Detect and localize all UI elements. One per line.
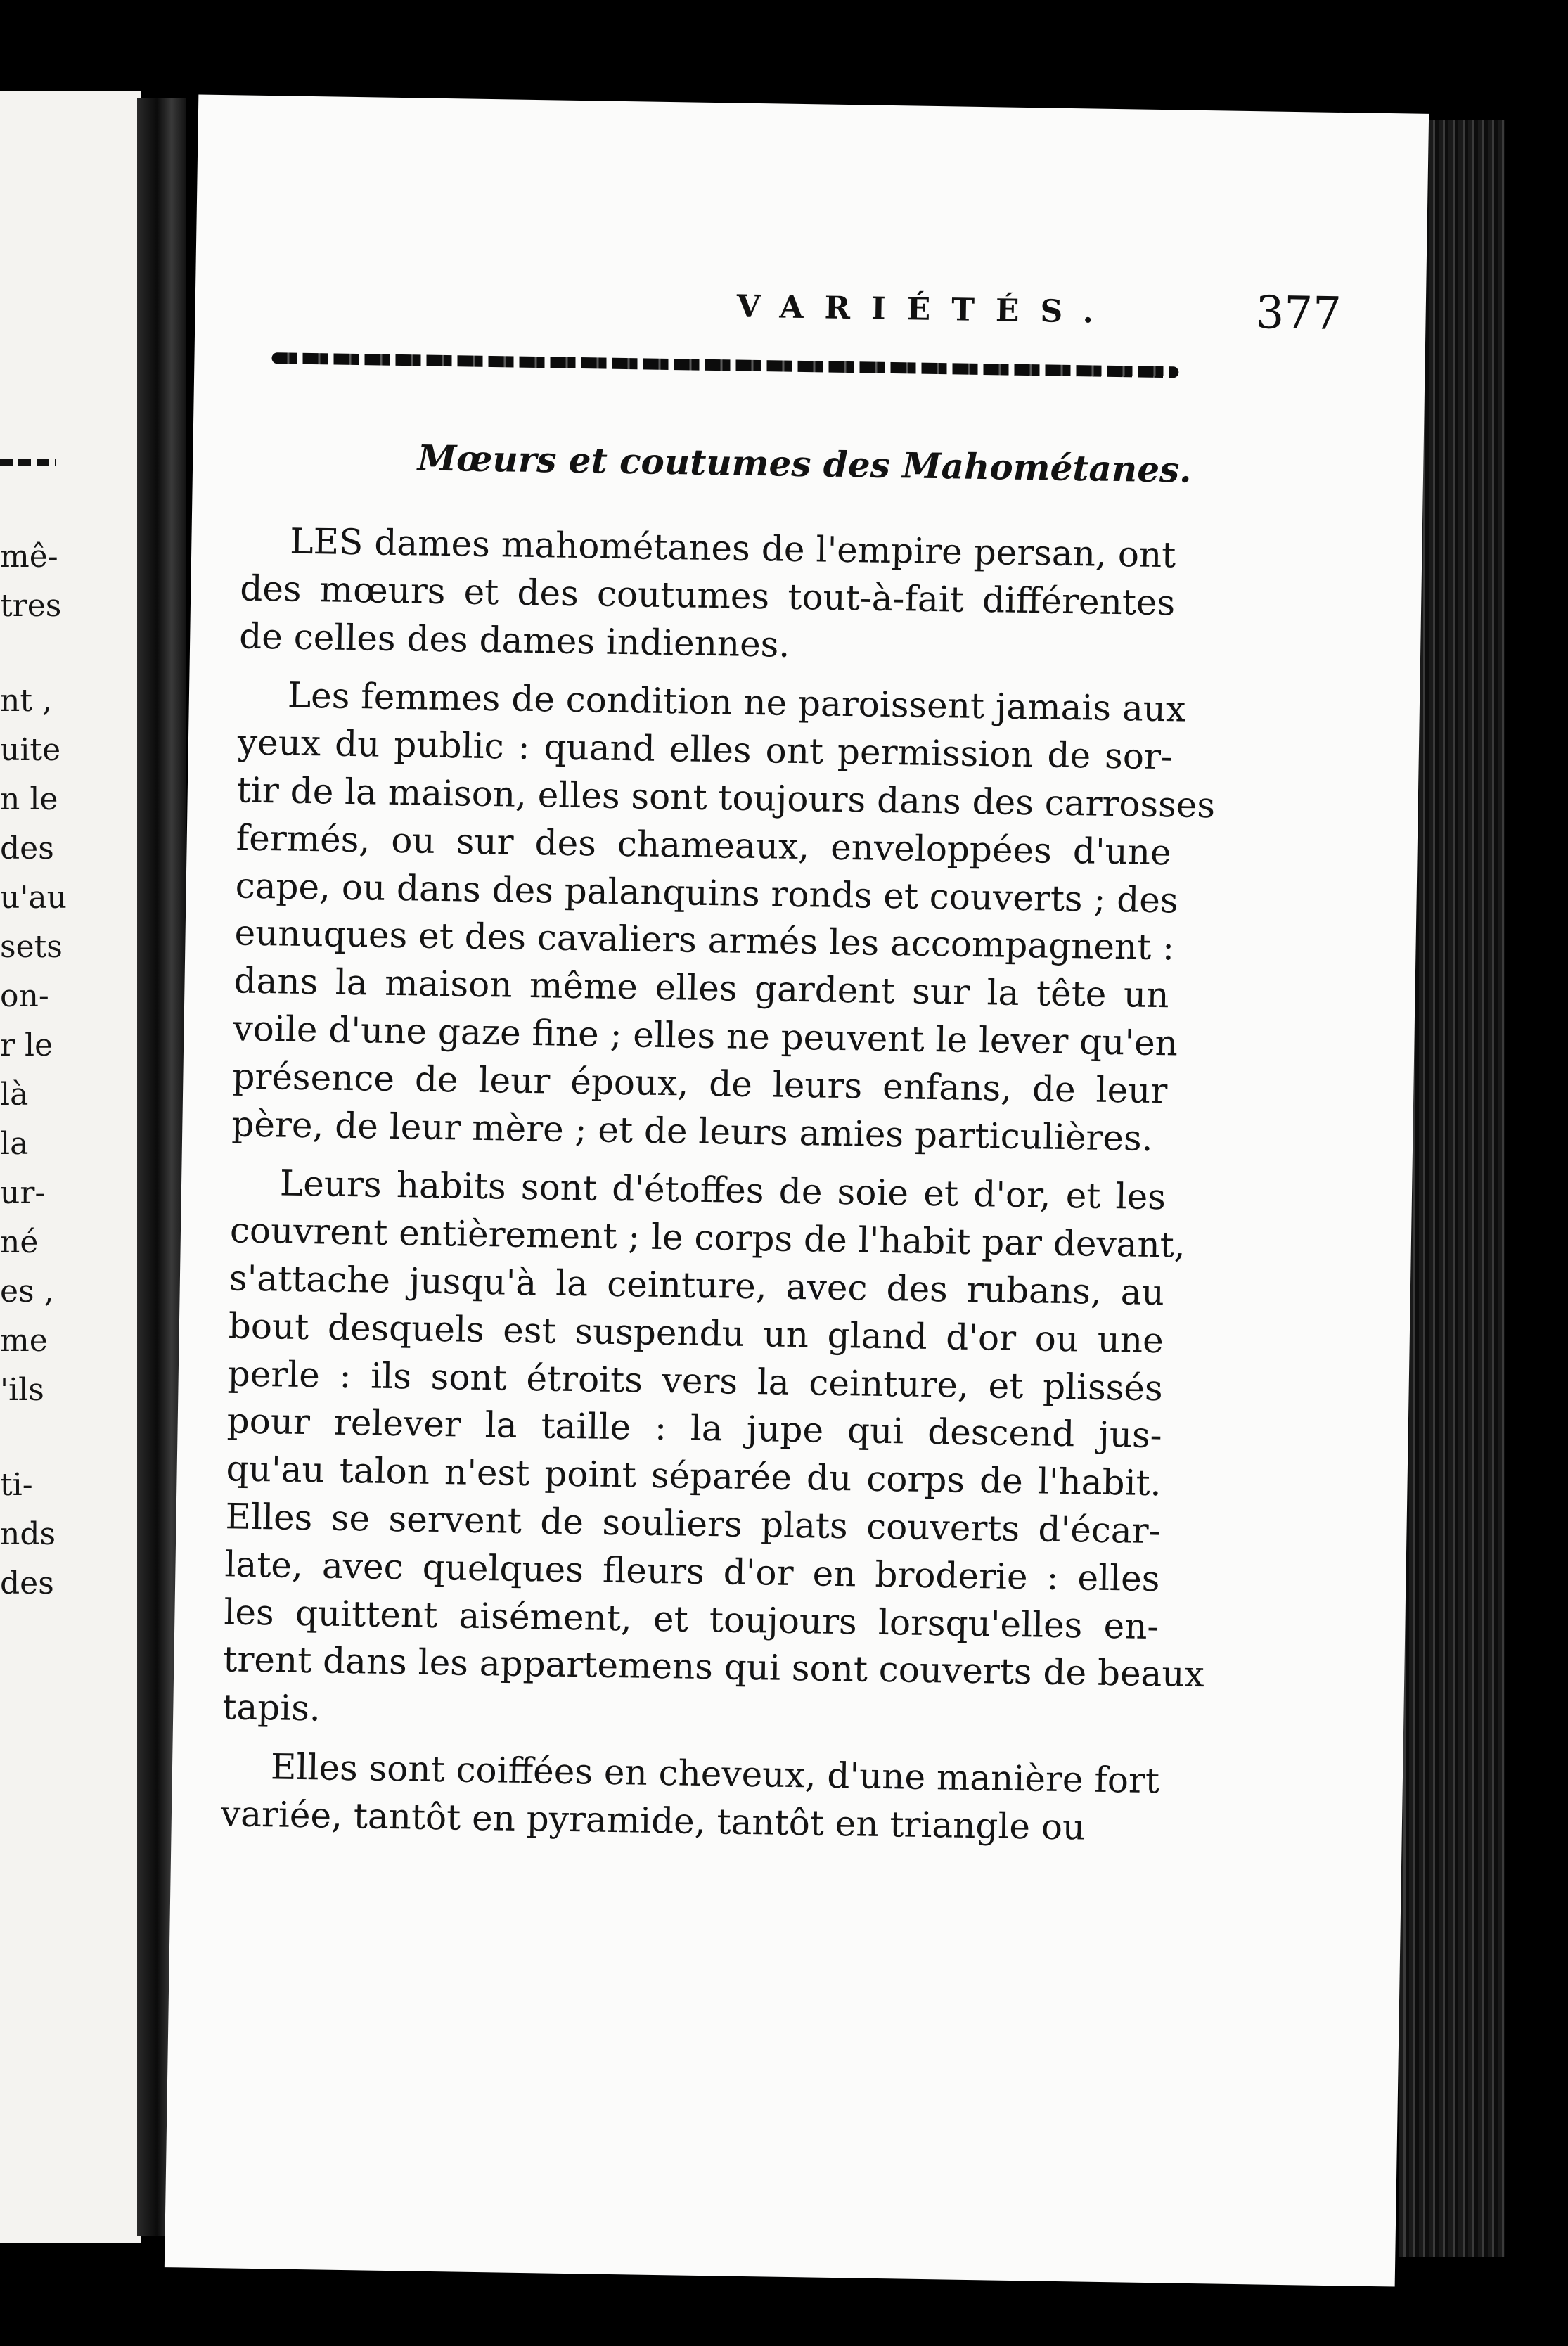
running-head [371, 273, 1356, 352]
left-page-fragment: sets [0, 929, 63, 965]
text-line: Elles sont coiffées en cheveux, d'une manière fort [270, 1746, 1160, 1802]
left-page-fragment: des [0, 1565, 54, 1601]
left-page-fragment: nt , [0, 683, 52, 719]
text-line: présence de leur époux, de leurs enfans, de leur [232, 1056, 1168, 1112]
left-page-fragment: es , [0, 1274, 54, 1309]
left-page-fragment: u'au [0, 880, 68, 916]
text-line: eunuques et des cavaliers armés les accompagnent : [234, 912, 1175, 968]
text-line: dans la maison même elles gardent sur la tête un [233, 960, 1169, 1016]
text-line: des mœurs et des coutumes tout-à-fait différentes [239, 568, 1176, 624]
left-page-fragment: on- [0, 978, 49, 1014]
paragraph [239, 517, 1176, 674]
left-page-fragment: uite [0, 732, 61, 768]
left-page-fragment: nds [0, 1516, 56, 1552]
left-page-rule [0, 459, 56, 466]
text-line: trent dans les appartemens qui sont couverts de beaux [222, 1639, 1205, 1696]
text-line: yeux du public : quand elles ont permission de sor- [237, 722, 1174, 778]
left-page-fragment: 'ils [0, 1372, 44, 1408]
text-line: LES dames mahométanes de l'empire persan, ont [289, 520, 1176, 576]
paragraph [220, 1743, 1160, 1852]
left-page-fragment: ti- [0, 1467, 33, 1503]
left-page-fragment: me [0, 1323, 48, 1359]
text-line: voile d'une gaze fine ; elles ne peuvent le lever qu'en [233, 1008, 1178, 1064]
text-line: late, avec quelques fleurs d'or en broderie : elles [224, 1544, 1160, 1599]
text-line: de celles des dames indiennes. [238, 615, 790, 665]
paragraph [221, 1160, 1205, 1746]
text-line: cape, ou dans des palanquins ronds et couverts ; des [235, 864, 1178, 921]
article-body [220, 517, 1216, 1852]
text-line: variée, tantôt en pyramide, tantôt en triangle ou [220, 1793, 1086, 1848]
left-page-fragment: la [0, 1126, 29, 1162]
text-line: pour relever la taille : la jupe qui descend jus- [226, 1400, 1163, 1456]
text-line: tir de la maison, elles sont toujours dans des carrosses [236, 769, 1216, 826]
article-title: Mœurs et coutumes des Mahométanes. [417, 437, 1193, 491]
left-page-fragment: des [0, 831, 54, 866]
left-page-fragment: là [0, 1077, 29, 1113]
paragraph [231, 672, 1216, 1163]
text-line: perle : ils sont étroits vers la ceinture, et plissés [227, 1352, 1164, 1409]
left-page-fragment: n le [0, 781, 58, 817]
running-title: VARIÉTÉS. [736, 288, 1115, 331]
left-page-fragment: r le [0, 1027, 53, 1063]
book-page [165, 94, 1429, 2286]
text-line: les quittent aisément, et toujours lorsqu'elles en- [224, 1591, 1159, 1647]
ornamental-rule [271, 352, 1178, 378]
text-line: bout desquels est suspendu un gland d'or ou une [228, 1305, 1164, 1361]
page-number: 377 [1254, 287, 1342, 341]
text-line: qu'au talon n'est point séparée du corps de l'habit. [226, 1448, 1162, 1504]
text-line: couvrent entièrement ; le corps de l'habit par devant, [229, 1210, 1186, 1266]
left-page-fragment: né [0, 1224, 39, 1260]
left-page-fragment: mê- [0, 539, 58, 575]
text-line: s'attache jusqu'à la ceinture, avec des rubans, au [229, 1257, 1165, 1314]
left-page-fragment: tres [0, 588, 62, 624]
text-line: père, de leur mère ; et de leurs amies particulières. [231, 1103, 1154, 1159]
text-line: fermés, ou sur des chameaux, enveloppées d'une [236, 817, 1172, 873]
text-line: tapis. [221, 1686, 321, 1729]
text-line: Les femmes de condition ne paroissent jamais aux [287, 674, 1186, 730]
left-facing-page [0, 91, 141, 2243]
text-line: Leurs habits sont d'étoffes de soie et d'or, et les [279, 1162, 1167, 1218]
text-line: Elles se servent de souliers plats couverts d'écar- [225, 1496, 1161, 1552]
left-page-fragment: ur- [0, 1175, 46, 1211]
